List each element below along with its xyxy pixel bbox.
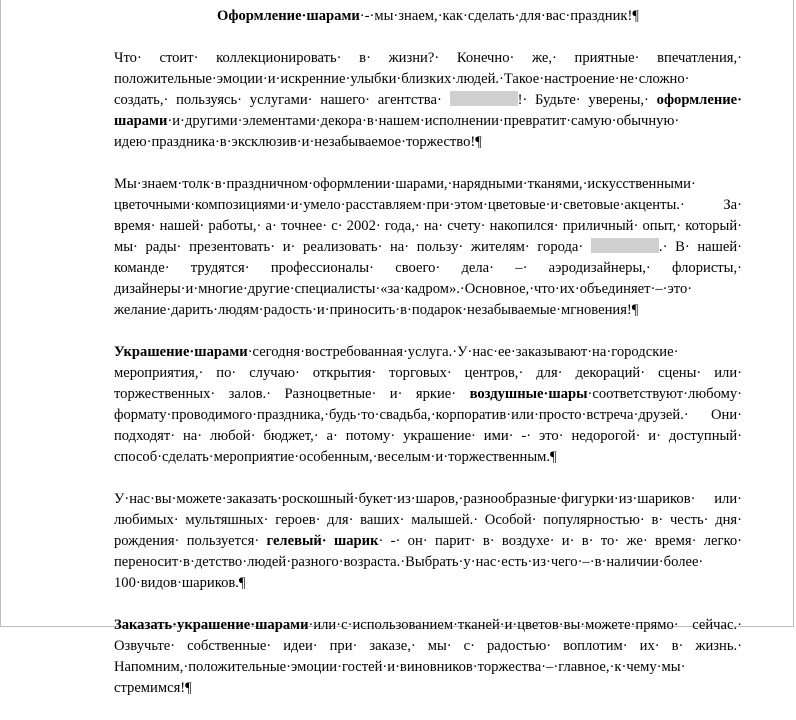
text-run: ·соответствуют·любому· формату·проводимого·праздника,·будь·то·свадьба,·корпоратив·или·просто·встреча·друзей.· Они· подходят· на· любой· бюджет,· а· потому· украшение· ими· -· это· недорогой· и· доступный· способ·сделать·мероприятие·особенным,·веселым·и·торжественным.¶ (114, 386, 742, 465)
bold-keyword: Заказать·украшение·шарами (114, 617, 309, 633)
document-body[interactable] (114, 6, 742, 720)
text-run: ·или·с·использованием·тканей·и·цветов·вы·можете·прямо· сейчас.· Озвучьте· собственные· идеи· при· заказе,· мы· с· радостью· воплотим· их· в· жизнь.· Напомним,·положительные·эмоции·гостей·и·виновников·торжества·–·главное,·к·чему·мы· стремимся!¶ (114, 617, 742, 696)
text-run: !· Будьте· уверены,· (517, 92, 657, 108)
text-run: У·нас·вы·можете·заказать·роскошный·букет·из·шаров,·разнообразные·фигурки·из·шариков· или· любимых· мультяшных· героев· для· ваших· малышей.· Особой· популярностью· в· честь· дня· рождения· пользуется· (114, 491, 742, 549)
bold-keyword: гелевый· шарик (266, 533, 379, 549)
text-run: ·и·другими·элементами·декора·в·нашем·исполнении·превратит·самую·обычную· идею·праздника·в·эксклюзив·и·незабываемое·торжество!¶ (114, 113, 680, 150)
text-run: .· В· нашей· команде· трудятся· профессионалы· своего· дела· –· аэродизайнеры,· флористы,· дизайнеры·и·многие·другие·специалисты·«за·кадром».·Основное,·что·их·объединяет·–·это· желание·дарить·людям·радость·и·приносить·в·подарок·незабываемые·мгновения!¶ (114, 239, 742, 318)
bold-keyword: воздушные·шары (469, 386, 588, 402)
paragraph (114, 48, 742, 153)
paragraph (114, 174, 742, 321)
text-run: · -· он· парит· в· воздухе· и· в· то· же· время· легко· переносит·в·детство·людей·разного·возраста.·Выбрать·у·нас·есть·из·чего·–·в·наличии·более· 100·видов·шариков.¶ (114, 533, 743, 591)
paragraph (114, 489, 742, 594)
redacted-name (591, 238, 659, 253)
document-heading (114, 6, 742, 27)
bold-keyword: оформление· шарами (114, 92, 743, 129)
bold-keyword: Оформление·шарами (217, 8, 360, 24)
text-run: Мы·знаем·толк·в·праздничном·оформлении·шарами,·нарядными·тканями,·искусственными· цветочными·композициями·и·умело·расставляем·при·этом·цветовые·и·световые·акценты.· За· время· нашей· работы,· а· точнее· с· 2002· года,· на· счету· накопился· приличный· опыт,· который· мы· рады· презентовать· и· реализовать· на· пользу· жителям· города· (114, 176, 742, 255)
bold-keyword: Украшение·шарами (114, 344, 248, 360)
text-run: Что· стоит· коллекционировать· в· жизни?· Конечно· же,· приятные· впечатления,· положительные·эмоции·и·искренние·улыбки·близких·людей.·Такое·настроение·не·сложно· создать,· пользуясь· услугами· нашего· агентства· (114, 50, 742, 108)
text-run: ·сегодня·востребованная·услуга.·У·нас·ее·заказывают·на·городские· мероприятия,· по· случаю· открытия· торговых· центров,· для· декораций· сцены· или· торжественных· залов.· Разноцветные· и· яркие· (114, 344, 742, 402)
text-run: ·-·мы·знаем,·как·сделать·для·вас·праздник!¶ (359, 8, 639, 24)
redacted-name (450, 91, 518, 106)
paragraph (114, 342, 742, 468)
